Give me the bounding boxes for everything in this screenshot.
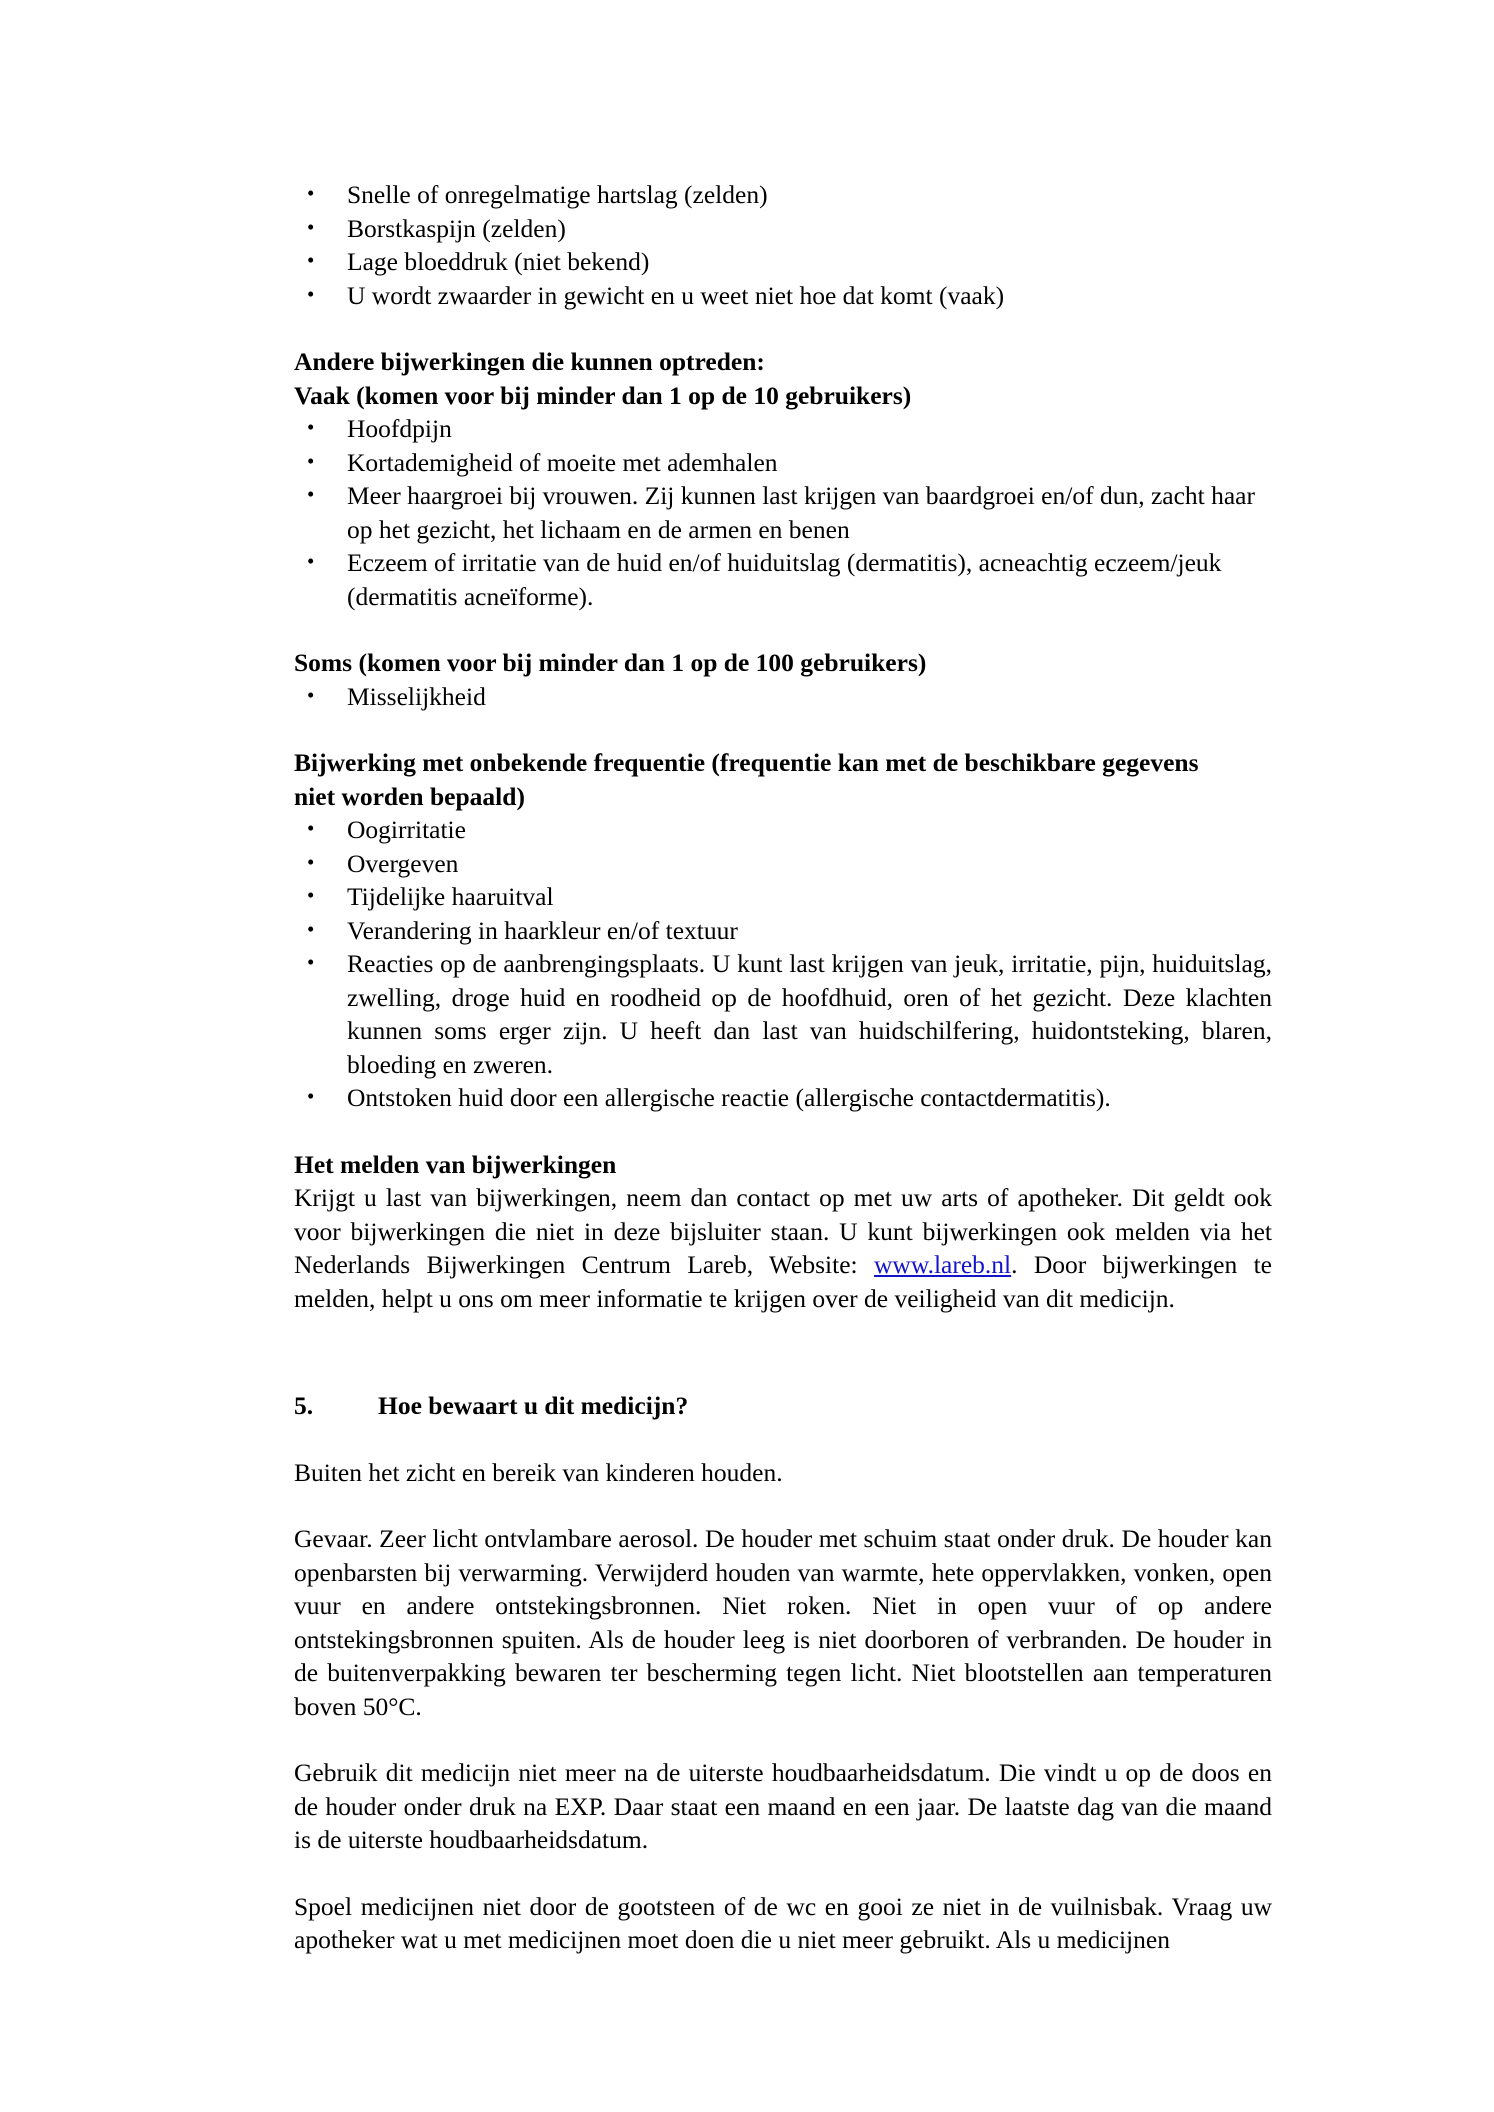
- list-item: • Borstkaspijn (zelden): [294, 212, 1272, 246]
- spacer: [294, 312, 1272, 345]
- list-item: • U wordt zwaarder in gewicht en u weet niet hoe dat komt (vaak): [294, 279, 1272, 313]
- frequency-heading-soms: Soms (komen voor bij minder dan 1 op de 100 gebruikers): [294, 648, 927, 677]
- unknown-frequency-bullet-list: [294, 813, 1272, 1115]
- page-title: Hoe bewaart u dit medicijn?: [378, 1391, 689, 1420]
- reporting-text-after-link: . Door bijwerkingen te melden, helpt u ons om meer informatie te krijgen over de veiligheid van dit medicijn.: [294, 1250, 1272, 1313]
- frequency-heading-unknown-line2: niet worden bepaald): [294, 781, 525, 811]
- spacer: [294, 1115, 1272, 1148]
- list-item: • Meer haargroei bij vrouwen. Zij kunnen last krijgen van baardgroei en/of dun, zacht haar op het gezicht, het lichaam en de armen en benen: [294, 479, 1272, 546]
- spacer: [294, 1723, 1272, 1756]
- list-item: • Ontstoken huid door een allergische reactie (allergische contactdermatitis).: [294, 1081, 1272, 1115]
- storage-paragraph-1: Buiten het zicht en bereik van kinderen houden.: [294, 1457, 783, 1487]
- other-effects-bullet-list: [294, 412, 1272, 613]
- list-item: • Hoofdpijn: [294, 412, 1272, 446]
- list-item: • Verandering in haarkleur en/of textuur: [294, 914, 1272, 948]
- page-content: [294, 178, 1272, 1957]
- list-item: • Tijdelijke haaruitval: [294, 880, 1272, 914]
- reporting-paragraph: [294, 1181, 1272, 1315]
- section-number: 5.: [294, 1391, 314, 1420]
- spacer: [294, 1423, 1272, 1456]
- other-effects-heading: Andere bijwerkingen die kunnen optreden:: [294, 347, 765, 376]
- list-item: • Oogirritatie: [294, 813, 1272, 847]
- storage-paragraph-3: Gebruik dit medicijn niet meer na de uiterste houdbaarheidsdatum. Die vindt u op de doos en de houder onder druk na EXP. Daar staat een maand en een jaar. De laatste dag van die maand is de uiterste houdbaarheidsdatum.: [294, 1758, 1272, 1854]
- spacer: [294, 1857, 1272, 1890]
- spacer: [294, 613, 1272, 646]
- list-item: • Reacties op de aanbrengingsplaats. U kunt last krijgen van jeuk, irritatie, pijn, huiduitslag, zwelling, droge huid en roodheid op de hoofdhuid, oren of het gezicht. Deze klachten kunnen soms erger zijn. U heeft dan last van huidschilfering, huidontsteking, blaren, bloeding en zweren.: [294, 947, 1272, 1081]
- list-item: • Lage bloeddruk (niet bekend): [294, 245, 1272, 279]
- spacer: [294, 1489, 1272, 1522]
- section-5-heading: [294, 1389, 1272, 1423]
- spacer: [294, 1315, 1272, 1389]
- list-item: • Misselijkheid: [294, 680, 1272, 714]
- storage-paragraph-2: Gevaar. Zeer licht ontvlambare aerosol. De houder met schuim staat onder druk. De houder kan openbarsten bij verwarming. Verwijderd houden van warmte, hete oppervlakken, vonken, open vuur en andere ontstekingsbronnen. Niet roken. Niet in open vuur of op andere ontstekingsbronnen spuiten. Als de houder leeg is niet doorboren of verbranden. De houder in de buitenverpakking bewaren ter bescherming tegen licht. Niet blootstellen aan temperaturen boven 50°C.: [294, 1524, 1272, 1721]
- frequency-heading-vaak: Vaak (komen voor bij minder dan 1 op de 10 gebruikers): [294, 380, 912, 410]
- top-bullet-list: [294, 178, 1272, 312]
- lareb-website-link[interactable]: www.lareb.nl: [874, 1250, 1012, 1279]
- spacer: [294, 713, 1272, 746]
- list-item: • Kortademigheid of moeite met ademhalen: [294, 446, 1272, 480]
- soms-bullet-list: [294, 680, 1272, 714]
- list-item: • Eczeem of irritatie van de huid en/of huiduitslag (dermatitis), acneachtig eczeem/jeuk (dermatitis acneïforme).: [294, 546, 1272, 613]
- list-item: • Overgeven: [294, 847, 1272, 881]
- storage-paragraph-4: Spoel medicijnen niet door de gootsteen of de wc en gooi ze niet in de vuilnisbak. Vraag uw apotheker wat u met medicijnen moet doen die u niet meer gebruikt. Als u medicijnen: [294, 1891, 1272, 1954]
- list-item: • Snelle of onregelmatige hartslag (zelden): [294, 178, 1272, 212]
- reporting-heading: Het melden van bijwerkingen: [294, 1149, 617, 1179]
- reporting-text-before-link: Krijgt u last van bijwerkingen, neem dan contact op met uw arts of apotheker. Dit geldt ook voor bijwerkingen die niet in deze bijsluiter staan. U kunt bijwerkingen ook melden via het Nederlands Bijwerkingen Centrum Lareb, Website:: [294, 1183, 1272, 1279]
- frequency-heading-unknown-line1: Bijwerking met onbekende frequentie (frequentie kan met de beschikbare gegevens: [294, 748, 1199, 777]
